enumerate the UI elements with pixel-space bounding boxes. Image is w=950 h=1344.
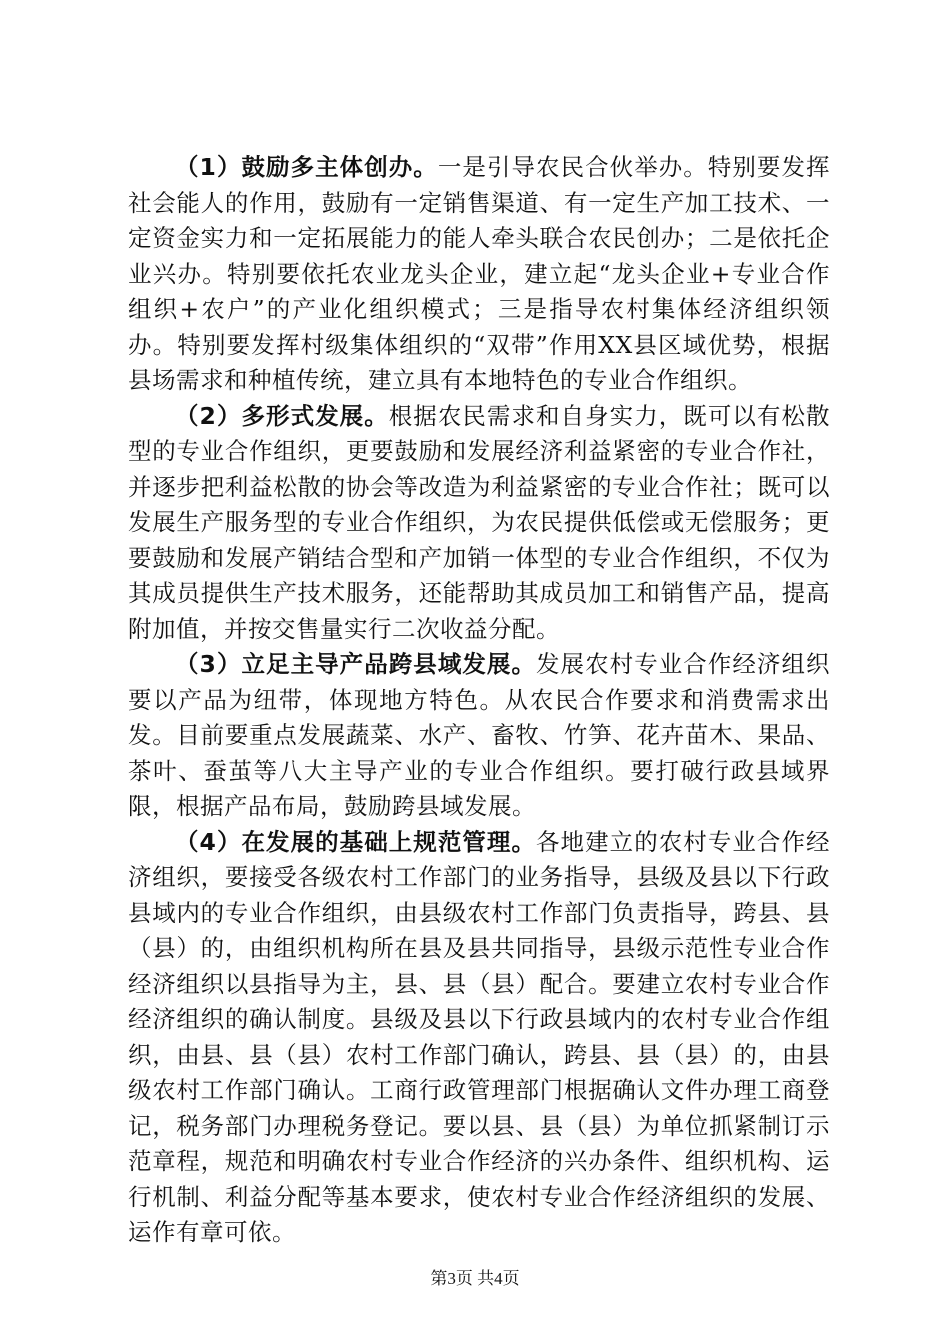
page-number-label: 第3页 共4页 — [430, 1269, 520, 1288]
paragraph-2-text: 根据农民需求和自身实力，既可以有松散型的专业合作组织，更要鼓励和发展经济利益紧密的专业合作社，并逐步把利益松散的协会等改造为利益紧密的专业合作社；既可以发展生产服务型的专业合作组织，为农民提供低偿或无偿服务；更要鼓励和发展产销结合型和产加销一体型的专业合作组织，不仅为其成员提供生产技术服务，还能帮助其成员加工和销售产品，提高附加值，并按交售量实行二次收益分配。 — [128, 401, 830, 643]
paragraph-1-heading: （1）鼓励多主体创办。 — [175, 153, 438, 181]
paragraph-1-text: 一是引导农民合伙举办。特别要发挥社会能人的作用，鼓励有一定销售渠道、有一定生产加工技术、一定资金实力和一定拓展能力的能人牵头联合农民创办；二是依托企业兴办。特别要依托农业龙头企业，建立起“龙头企业+专业合作组织+农户”的产业化组织模式；三是指导农村集体经济组织领办。特别要发挥村级集体组织的“双带”作用XX县区域优势，根据县场需求和种植传统，建立具有本地特色的专业合作组织。 — [128, 153, 831, 394]
paragraph-3 — [128, 647, 830, 825]
paragraph-4-text: 各地建立的农村专业合作经济组织，要接受各级农村工作部门的业务指导，县级及县以下行政县域内的专业合作组织，由县级农村工作部门负责指导，跨县、县（县）的，由组织机构所在县及县共同指导，县级示范性专业合作经济组织以县指导为主，县、县（县）配合。要建立农村专业合作经济组织的确认制度。县级及县以下行政县域内的农村专业合作组织，由县、县（县）农村工作部门确认，跨县、县（县）的，由县级农村工作部门确认。工商行政管理部门根据确认文件办理工商登记，税务部门办理税务登记。要以县、县（县）为单位抓紧制订示范章程，规范和明确农村专业合作经济的兴办条件、组织机构、运行机制、利益分配等基本要求，使农村专业合作经济组织的发展、运作有章可依。 — [128, 827, 830, 1246]
document-body — [128, 150, 830, 1251]
paragraph-2-heading: （2）多形式发展。 — [175, 401, 389, 430]
paragraph-4 — [128, 825, 830, 1251]
paragraph-1 — [128, 150, 830, 399]
paragraph-3-heading: （3）立足主导产品跨县域发展。 — [175, 650, 537, 678]
paragraph-4-heading: （4）在发展的基础上规范管理。 — [175, 827, 537, 856]
page-footer — [0, 1264, 950, 1289]
paragraph-3-text: 发展农村专业合作经济组织要以产品为纽带，体现地方特色。从农民合作要求和消费需求出发。目前要重点发展蔬菜、水产、畜牧、竹笋、花卉苗木、果品、茶叶、蚕茧等八大主导产业的专业合作组织。要打破行政县域界限，根据产品布局，鼓励跨县域发展。 — [128, 650, 830, 820]
paragraph-2 — [128, 399, 830, 648]
